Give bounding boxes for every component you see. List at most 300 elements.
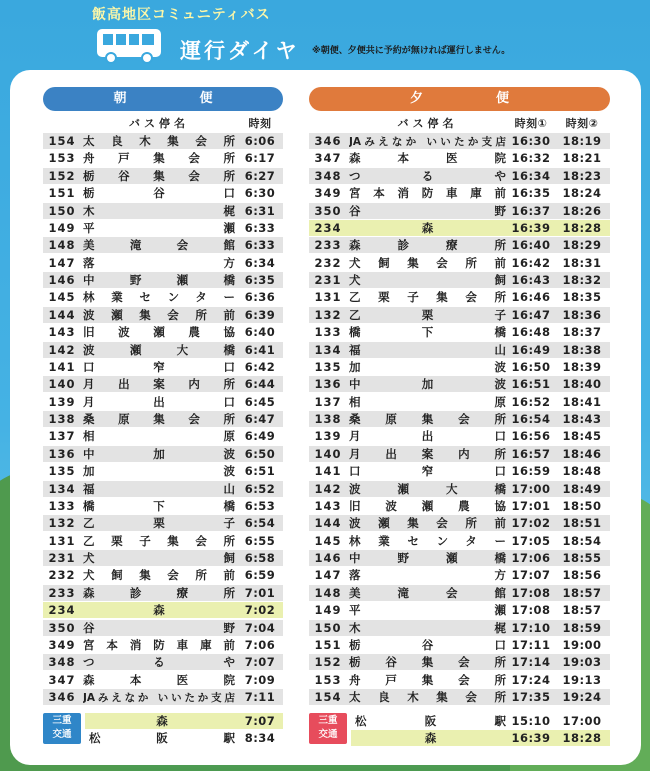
transfer-row [85,713,283,729]
departure-time: 6:39 [244,307,276,322]
table-row [43,185,283,201]
stop-number: 153 [48,151,76,166]
table-row [43,654,283,670]
evening-column [309,87,610,706]
evening-label: 夕 便 [309,87,610,111]
departure-time-2: 18:54 [562,533,602,548]
table-row [43,498,283,514]
table-row [43,220,283,236]
departure-time-2: 18:48 [562,464,602,479]
morning-column [43,87,283,706]
transfer-row [351,730,610,746]
departure-time-2: 18:35 [562,290,602,305]
table-row [309,654,610,670]
stop-number: 234 [314,220,342,235]
departure-time-1: 17:07 [511,568,551,583]
stop-name [81,481,237,497]
departure-time-2: 18:29 [562,238,602,253]
departure-time: 6:51 [244,464,276,479]
stop-name [81,654,237,670]
table-row [43,428,283,444]
stop-name-text: 森本医院 [349,151,506,166]
stop-number: 146 [314,551,342,566]
table-row [309,689,610,705]
stop-number: 141 [48,359,76,374]
stop-name-text: 乙 栗 子 [83,516,235,531]
stop-name [81,255,237,271]
stop-name-text: 森診療所 [349,238,506,253]
stop-name-text: 美滝会館 [349,585,506,600]
morning-label: 朝 便 [43,87,283,111]
departure-time-2: 18:32 [562,273,602,288]
departure-time: 6:53 [244,498,276,513]
transfer-row [85,730,283,746]
stop-number: 347 [48,672,76,687]
stop-name-text: 波瀬大橋 [83,342,235,357]
departure-time-2: 19:24 [562,690,602,705]
stop-name [347,637,508,653]
stop-name-text: 平 瀬 [83,220,235,235]
departure-time-2: 18:55 [562,551,602,566]
stop-name [347,272,508,288]
stop-name-text: 谷 野 [83,620,235,635]
table-row [43,150,283,166]
header [0,0,650,72]
stop-name [81,637,237,653]
stop-name-text: 美滝会館 [83,238,235,253]
stop-number: 138 [314,412,342,427]
departure-time-1: 17:14 [511,655,551,670]
stop-name [81,324,237,340]
table-row [43,463,283,479]
stop-name-text: 旧波瀬農協 [349,498,506,513]
evening-stop-header: バス停名 [397,117,458,130]
departure-time-1: 16:37 [511,203,551,218]
table-row [43,342,283,358]
stop-name-text: 太良木集会所 [83,134,235,149]
stop-name [81,585,237,601]
departure-time: 7:11 [244,690,276,705]
stop-name-text: 宮本消防車庫前 [349,186,506,201]
table-row [309,411,610,427]
stop-name-text: 旧波瀬農協 [83,325,235,340]
departure-time: 6:06 [244,134,276,149]
stop-name-text: JAみえなか いいたか支店 [83,691,235,704]
stop-name-text: 森 [424,731,437,745]
stop-number: 348 [48,655,76,670]
stop-number: 146 [48,273,76,288]
table-row [309,585,610,601]
stop-name-text: 口 窄 口 [83,359,235,374]
departure-time: 6:34 [244,255,276,270]
stop-name-text: 栃 谷 口 [83,186,235,201]
departure-time-1: 16:32 [511,151,551,166]
stop-number: 233 [48,585,76,600]
departure-time: 6:35 [244,273,276,288]
table-row [309,463,610,479]
stop-name [81,690,237,705]
stop-number: 350 [48,620,76,635]
organization-title: 飯高地区コミュニティバス [92,7,271,23]
departure-time-2: 19:13 [562,672,602,687]
stop-name-text: 中 加 波 [349,377,506,392]
stop-number: 144 [48,307,76,322]
stop-name [347,533,508,549]
stop-name [347,307,508,323]
departure-time-1: 16:39 [511,220,551,235]
departure-time-2: 18:56 [562,568,602,583]
table-row [309,620,610,636]
stop-number: 134 [48,481,76,496]
departure-time-2: 18:57 [562,585,602,600]
departure-time: 6:44 [244,377,276,392]
departure-time: 7:04 [244,620,276,635]
stop-name-text: 相 原 [349,394,506,409]
departure-time-1: 16:30 [511,134,551,149]
stop-name-text: 中 加 波 [83,446,235,461]
stop-name [81,411,237,427]
table-row [309,359,610,375]
departure-time: 6:17 [244,151,276,166]
table-row [309,515,610,531]
stop-number: 148 [48,238,76,253]
stop-number: 144 [314,516,342,531]
stop-number: 148 [314,585,342,600]
departure-time-2: 18:39 [562,359,602,374]
table-row [309,428,610,444]
stop-name [347,498,508,514]
stop-name [347,446,508,462]
table-row [43,324,283,340]
stop-name-text: 平 瀬 [349,603,506,618]
stop-name [81,307,237,323]
stop-name-text: JAみえなか いいたか支店 [349,135,506,148]
table-row [309,272,610,288]
stop-name-text: 宮本消防車庫前 [83,637,235,652]
departure-time-1: 16:46 [511,290,551,305]
stop-name [347,567,508,583]
departure-time-1: 16:49 [511,342,551,357]
departure-time-1: 17:00 [511,481,551,496]
departure-time: 6:59 [244,568,276,583]
departure-time-1: 17:05 [511,533,551,548]
stop-number: 153 [314,672,342,687]
stop-name [81,203,237,219]
stop-name [347,481,508,497]
table-row [309,533,610,549]
stop-name [81,463,237,479]
stop-number: 147 [48,255,76,270]
departure-time-1: 16:39 [511,731,551,745]
stop-name [347,289,508,305]
departure-time: 6:55 [244,533,276,548]
stop-name-text: 林業センター [83,290,235,305]
stop-name [81,550,237,566]
stop-number: 147 [314,568,342,583]
stop-name-text: 中野瀬橋 [349,551,506,566]
departure-time-1: 17:08 [511,585,551,600]
departure-time: 7:09 [244,672,276,687]
stop-name [81,289,237,305]
stop-name-text: 乙栗子集会所 [83,533,235,548]
stop-name-text: 犬飼集会所前 [83,568,235,583]
stop-name-text: 木 梶 [349,620,506,635]
stop-name-text: つ る や [349,168,506,183]
stop-name [81,237,237,253]
stop-number: 149 [314,603,342,618]
departure-time-2: 18:28 [562,220,602,235]
stop-name-text: 栃谷集会所 [349,655,506,670]
stop-name [85,730,237,746]
stop-number: 133 [48,498,76,513]
stop-number: 132 [314,307,342,322]
table-row [43,168,283,184]
table-row [43,533,283,549]
stop-name [81,150,237,166]
stop-name [347,185,508,201]
stop-name-text: 月出案内所 [349,446,506,461]
departure-time: 6:40 [244,325,276,340]
table-row [309,446,610,462]
stop-name-text: 波瀬集会所前 [83,307,235,322]
stop-name [347,394,508,410]
stop-name-text: 相 原 [83,429,235,444]
stop-name [351,713,508,729]
stop-number: 349 [48,637,76,652]
stop-name [347,359,508,375]
stop-name-text: 落 方 [83,255,235,270]
table-row [43,307,283,323]
stop-name [347,654,508,670]
stop-name-text: 中野瀬橋 [83,273,235,288]
stop-name-text: 乙 栗 子 [349,307,506,322]
stop-number: 150 [314,620,342,635]
stop-name [81,428,237,444]
table-row [309,255,610,271]
departure-time-2: 18:59 [562,620,602,635]
stop-name [347,324,508,340]
departure-time-1: 16:59 [511,464,551,479]
departure-time-2: 18:31 [562,255,602,270]
departure-time: 6:49 [244,429,276,444]
stop-number: 154 [314,690,342,705]
stop-name-text: 太良木集会所 [349,690,506,705]
stop-number: 346 [48,690,76,705]
stop-name [81,133,237,149]
table-row [43,359,283,375]
table-row [309,150,610,166]
stop-number: 231 [48,551,76,566]
evening-column-header [309,113,610,133]
departure-time-1: 16:34 [511,168,551,183]
departure-time-2: 18:51 [562,516,602,531]
departure-time-2: 18:57 [562,603,602,618]
departure-time-1: 16:56 [511,429,551,444]
stop-name [81,533,237,549]
stop-name-text: 谷 野 [349,203,506,218]
departure-time-2: 18:50 [562,498,602,513]
departure-time-1: 15:10 [511,714,551,728]
table-row [43,203,283,219]
departure-time: 6:42 [244,359,276,374]
stop-name-text: 落 方 [349,568,506,583]
stop-name-text: 犬 飼 [83,551,235,566]
stop-number: 132 [48,516,76,531]
table-row [309,324,610,340]
stop-number: 349 [314,186,342,201]
page-title: 運行ダイヤ [180,39,300,63]
table-row [309,637,610,653]
transfer-row [351,713,610,729]
table-row [309,237,610,253]
stop-number: 149 [48,220,76,235]
stop-number: 137 [48,429,76,444]
stop-number: 140 [314,446,342,461]
departure-time-1: 16:57 [511,446,551,461]
departure-time: 7:06 [244,637,276,652]
departure-time-2: 18:26 [562,203,602,218]
stop-number: 136 [48,446,76,461]
departure-time-1: 16:50 [511,359,551,374]
stop-name [347,428,508,444]
morning-rows [43,133,283,705]
departure-time-1: 16:51 [511,377,551,392]
table-row [309,567,610,583]
stop-name-text: 月 出 口 [83,394,235,409]
evening-time2-header: 時刻② [565,117,599,130]
table-row [43,272,283,288]
stop-number: 143 [48,325,76,340]
departure-time-1: 17:02 [511,516,551,531]
table-row [43,515,283,531]
departure-time-2: 19:03 [562,655,602,670]
departure-time-2: 19:00 [562,637,602,652]
stop-name [81,672,237,688]
departure-time-2: 18:24 [562,186,602,201]
stop-number: 142 [48,342,76,357]
stop-name [347,411,508,427]
stop-number: 135 [314,359,342,374]
stop-name [81,498,237,514]
stop-number: 131 [314,290,342,305]
departure-time-1: 17:01 [511,498,551,513]
table-row [43,637,283,653]
departure-time-1: 16:43 [511,273,551,288]
stop-number: 152 [48,168,76,183]
departure-time: 7:02 [244,603,276,618]
stop-name-text: 木 梶 [83,203,235,218]
stop-name [347,376,508,392]
departure-time-2: 18:28 [562,731,602,745]
stop-number: 138 [48,412,76,427]
stop-name [81,394,237,410]
stop-number: 232 [314,255,342,270]
table-row [43,567,283,583]
departure-time-2: 18:37 [562,325,602,340]
departure-time-2: 18:23 [562,168,602,183]
evening-time1-header: 時刻① [514,117,548,130]
stop-name-text: 加 波 [349,359,506,374]
stop-number: 140 [48,377,76,392]
stop-name-text: 林業センター [349,533,506,548]
departure-time: 7:07 [244,714,276,728]
table-row [309,481,610,497]
table-row [43,446,283,462]
departure-time-1: 16:47 [511,307,551,322]
departure-time-2: 18:40 [562,377,602,392]
stop-name-text: 波瀬大橋 [349,481,506,496]
table-row [43,672,283,688]
stop-number: 141 [314,464,342,479]
stop-name [81,359,237,375]
stop-name-text: 橋 下 橋 [349,325,506,340]
stop-number: 135 [48,464,76,479]
table-row [43,237,283,253]
table-row [309,498,610,514]
bus-icon [95,27,163,65]
stop-name-text: 松 阪 駅 [355,714,506,728]
stop-name [81,376,237,392]
departure-time-1: 16:52 [511,394,551,409]
departure-time-2: 18:36 [562,307,602,322]
table-row [43,550,283,566]
departure-time-1: 16:35 [511,186,551,201]
departure-time-2: 18:45 [562,429,602,444]
departure-time-2: 18:41 [562,394,602,409]
departure-time: 6:45 [244,394,276,409]
stop-number: 347 [314,151,342,166]
stop-name [347,620,508,636]
departure-time-2: 18:21 [562,151,602,166]
stop-number: 133 [314,325,342,340]
stop-name-text: 口 窄 口 [349,464,506,479]
stop-name [81,602,237,618]
table-row [43,255,283,271]
departure-time: 6:33 [244,238,276,253]
departure-time: 6:54 [244,516,276,531]
stop-name-text: 橋 下 橋 [83,498,235,513]
mie-kotsu-badge-morning: 三重 交通 [43,713,81,744]
table-row [43,620,283,636]
stop-number: 139 [314,429,342,444]
departure-time-2: 18:49 [562,481,602,496]
table-row [309,394,610,410]
table-row [43,394,283,410]
stop-name-text: 桑原集会所 [83,412,235,427]
departure-time-1: 17:35 [511,690,551,705]
departure-time-1: 16:40 [511,238,551,253]
departure-time-2: 18:19 [562,134,602,149]
stop-name [347,585,508,601]
stop-name-text: 舟戸集会所 [83,151,235,166]
departure-time-2: 17:00 [562,714,602,728]
stop-name [347,602,508,618]
stop-name [347,237,508,253]
stop-number: 142 [314,481,342,496]
morning-stop-header: バス停名 [129,117,189,130]
table-row [309,602,610,618]
departure-time: 7:01 [244,585,276,600]
stop-name-text: 舟戸集会所 [349,672,506,687]
table-row [309,672,610,688]
departure-time-2: 18:46 [562,446,602,461]
table-row [43,481,283,497]
departure-time: 6:31 [244,203,276,218]
departure-time-1: 17:11 [511,637,551,652]
departure-time-1: 16:48 [511,325,551,340]
table-row [309,203,610,219]
stop-name-text: 栃 谷 口 [349,637,506,652]
